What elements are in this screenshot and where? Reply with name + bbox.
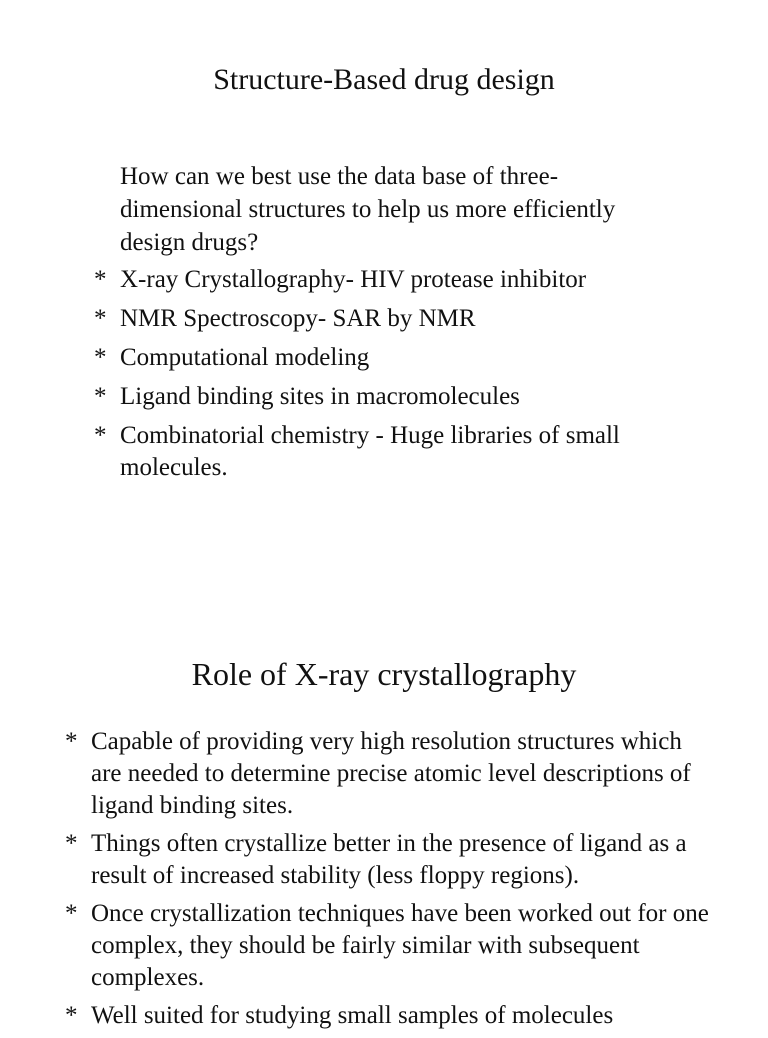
section-title-structure-based-drug-design: Structure-Based drug design [213,63,555,96]
bullet-star-icon: * [94,422,107,449]
list-item-text: Things often crystallize better in the presence of ligand as a result of increased stability (less floppy regions). [91,830,687,889]
section-title-role-of-xray: Role of X-ray crystallography [191,656,577,692]
list-item [65,1000,711,1032]
bullet-star-icon: * [94,305,107,332]
list-item [94,342,700,374]
list-item-text: Computational modeling [120,344,370,371]
bullet-star-icon: * [94,266,107,293]
list-item [94,264,700,296]
bullet-star-icon: * [65,830,78,857]
list-item [94,303,700,335]
drug-design-methods-list [94,264,700,491]
list-item-text: NMR Spectroscopy- SAR by NMR [120,305,476,332]
list-item [94,381,700,413]
list-item-text: Combinatorial chemistry - Huge libraries of small molecules. [120,422,620,481]
bullet-star-icon: * [65,1002,78,1029]
list-item-text: Well suited for studying small samples of molecules [91,1002,614,1029]
intro-question: How can we best use the data base of three-dimensional structures to help us more efficiently design drugs? [120,163,616,256]
list-item-text: Once crystallization techniques have been worked out for one complex, they should be fairly similar with subsequent complexes. [91,900,709,991]
list-item [65,726,711,822]
bullet-star-icon: * [94,344,107,371]
list-item-text: Capable of providing very high resolution structures which are needed to determine precise atomic level descriptions of ligand binding sites. [91,728,691,819]
list-item [65,828,711,892]
list-item-text: X-ray Crystallography- HIV protease inhibitor [120,266,587,293]
list-item [65,898,711,994]
list-item-text: Ligand binding sites in macromolecules [120,383,520,410]
xray-role-list [65,726,711,1038]
bullet-star-icon: * [94,383,107,410]
bullet-star-icon: * [65,728,78,755]
bullet-star-icon: * [65,900,78,927]
list-item [94,420,700,484]
